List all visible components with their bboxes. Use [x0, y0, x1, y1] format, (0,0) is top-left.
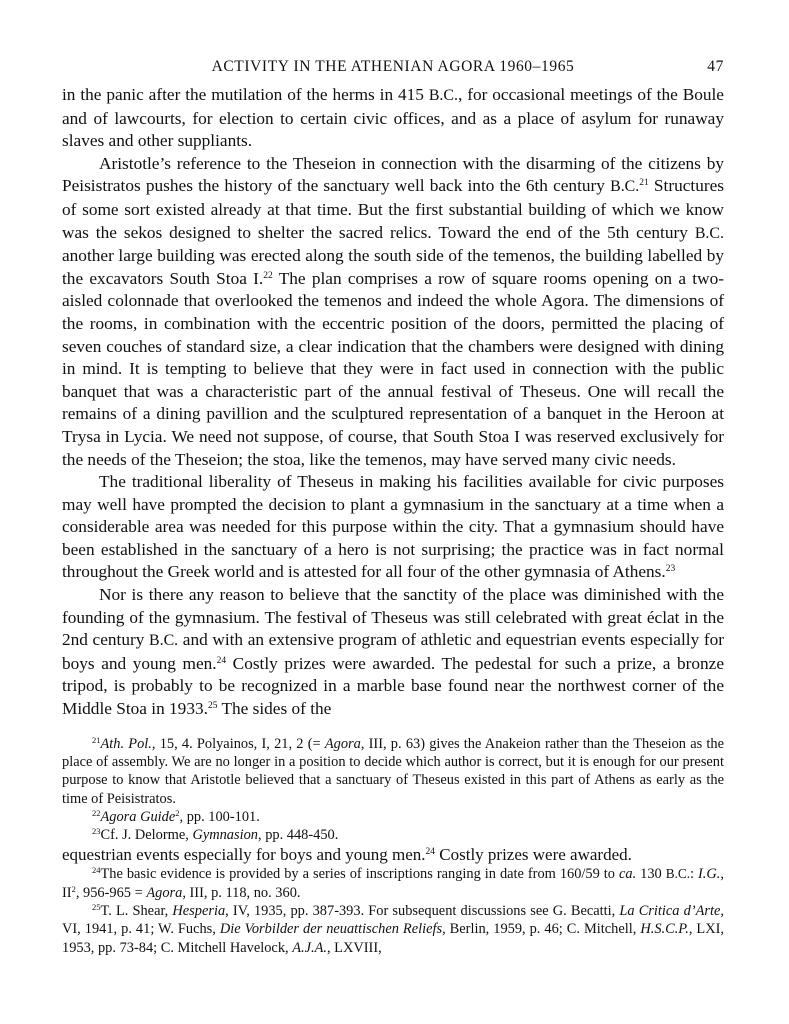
footnote-ref-22[interactable]: 22: [263, 270, 273, 281]
footnotes: [62, 735, 724, 957]
page-number: 47: [707, 58, 724, 75]
footnote-24: $^{24}$The basic evidence is provided by a series of inscriptions ranging in date from 160/59 to ca. 130 B.C.: I.G., $II^2$, 956-965 = Agora, III, p. 118, no. 360.: [62, 865, 724, 901]
repeated-text-line: equestrian events especially for boys and young men.$^{24}$ Costly prizes were awarded.: [62, 845, 632, 865]
page: [62, 58, 724, 957]
paragraph-1: in the panic after the mutilation of the herms in 415 B.C., for occasional meetings of the Boule and of lawcourts, for election to certain civic offices, and as a place of asylum for runaway slaves and other suppliants.: [62, 85, 724, 151]
footnote-ref-21[interactable]: 21: [639, 178, 649, 189]
footnote-25: $^{25}$T. L. Shear, Hesperia, IV, 1935, pp. 387-393. For subsequent discussions see G. Becatti, La Critica d’Arte, VI, 1941, p. 41; W. Fuchs, Die Vorbilder der neuattischen Reliefs, Berlin, 1959, p. 46; C. Mitchell, H.S.C.P., LXI, 1953, pp. 73-84; C. Mitchell Havelock, A.J.A., LXVIII,: [62, 902, 725, 956]
footnote-ref-24[interactable]: 24: [216, 655, 227, 666]
running-title: ACTIVITY IN THE ATHENIAN AGORA 1960–1965: [211, 58, 575, 75]
running-head: [62, 58, 724, 84]
paragraph-4: Nor is there any reason to believe that the sanctity of the place was diminished with the founding of the gymnasium. The festival of Theseus was still celebrated with great éclat in the 2nd century B.C. and with an extensive program of athletic and equestrian events especially for boys and young men.$^{24}$ Costly prizes were awarded. The pedestal for such a prize, a bronze tripod, is probably to be recognized in a marble base found near the northwest corner of the Middle Stoa in 1933.25 The sides of the: [62, 585, 724, 719]
footnote-21: $^{21}$Ath. Pol., 15, 4. Polyainos, I, 21, 2 (= Agora, III, p. 63) gives the Anakeion rather than the Theseion as the place of assembly. We are no longer in a position to decide which author is correct, but it is enough for our present purpose to know that Aristotle believed that a sanctuary of Theseus existed in this part of Athens as early as the time of Peisistratos.: [62, 734, 725, 807]
footnote-22: $^{22}$Agora Guide$^2$, pp. 100-101.: [92, 807, 260, 825]
footnote-ref-25[interactable]: 25: [207, 701, 218, 712]
body-text: [62, 84, 724, 721]
paragraph-2: Aristotle’s reference to the Theseion in connection with the disarming of the citizens by Peisistratos pushes the history of the sanctuary well back into the 6th century B.C.$^{21}$ Structures of some sort existed already at that time. But the first substantial building of which we know was the sekos designed to shelter the sacred relics. Toward the end of the 5th century B.C. another large building was erected along the south side of the temenos, the building labelled by the excavators South Stoa I.$^{22}$ The plan comprises a row of square rooms opening on a two-aisled colonnade that overlooked the temenos and indeed the whole Agora. The dimensions of the rooms, in combination with the eccentric position of the doors, permitted the placing of seven couches of standard size, a clear indication that the chambers were designed with dining in mind. It is tempting to believe that they were in fact used in connection with the public banquet that was a characteristic part of the annual festival of Theseus. One will recall the remains of a dining pavillion and the sculptured representation of a banquet in the Heroon at Trysa in Lycia. We need not suppose, of course, that South Stoa I was reserved exclusively for the needs of the Theseion; the stoa, like the temenos, may have served many civic needs.: [62, 153, 725, 469]
paragraph-3: The traditional liberality of Theseus in making his facilities available for civic purposes may well have prompted the decision to plant a gymnasium in the sanctuary at a time when a considerable area was needed for this purpose within the city. That a gymnasium should have been established in the sanctuary of a hero is not surprising; the practice was in fact normal throughout the Greek world and is attested for all four of the other gymnasia of Athens.$^{23}$: [62, 472, 724, 582]
footnote-ref-23[interactable]: 23: [665, 564, 676, 575]
footnote-23: $^{23}$Cf. J. Delorme, Gymnasion, pp. 448-450.: [92, 826, 339, 844]
